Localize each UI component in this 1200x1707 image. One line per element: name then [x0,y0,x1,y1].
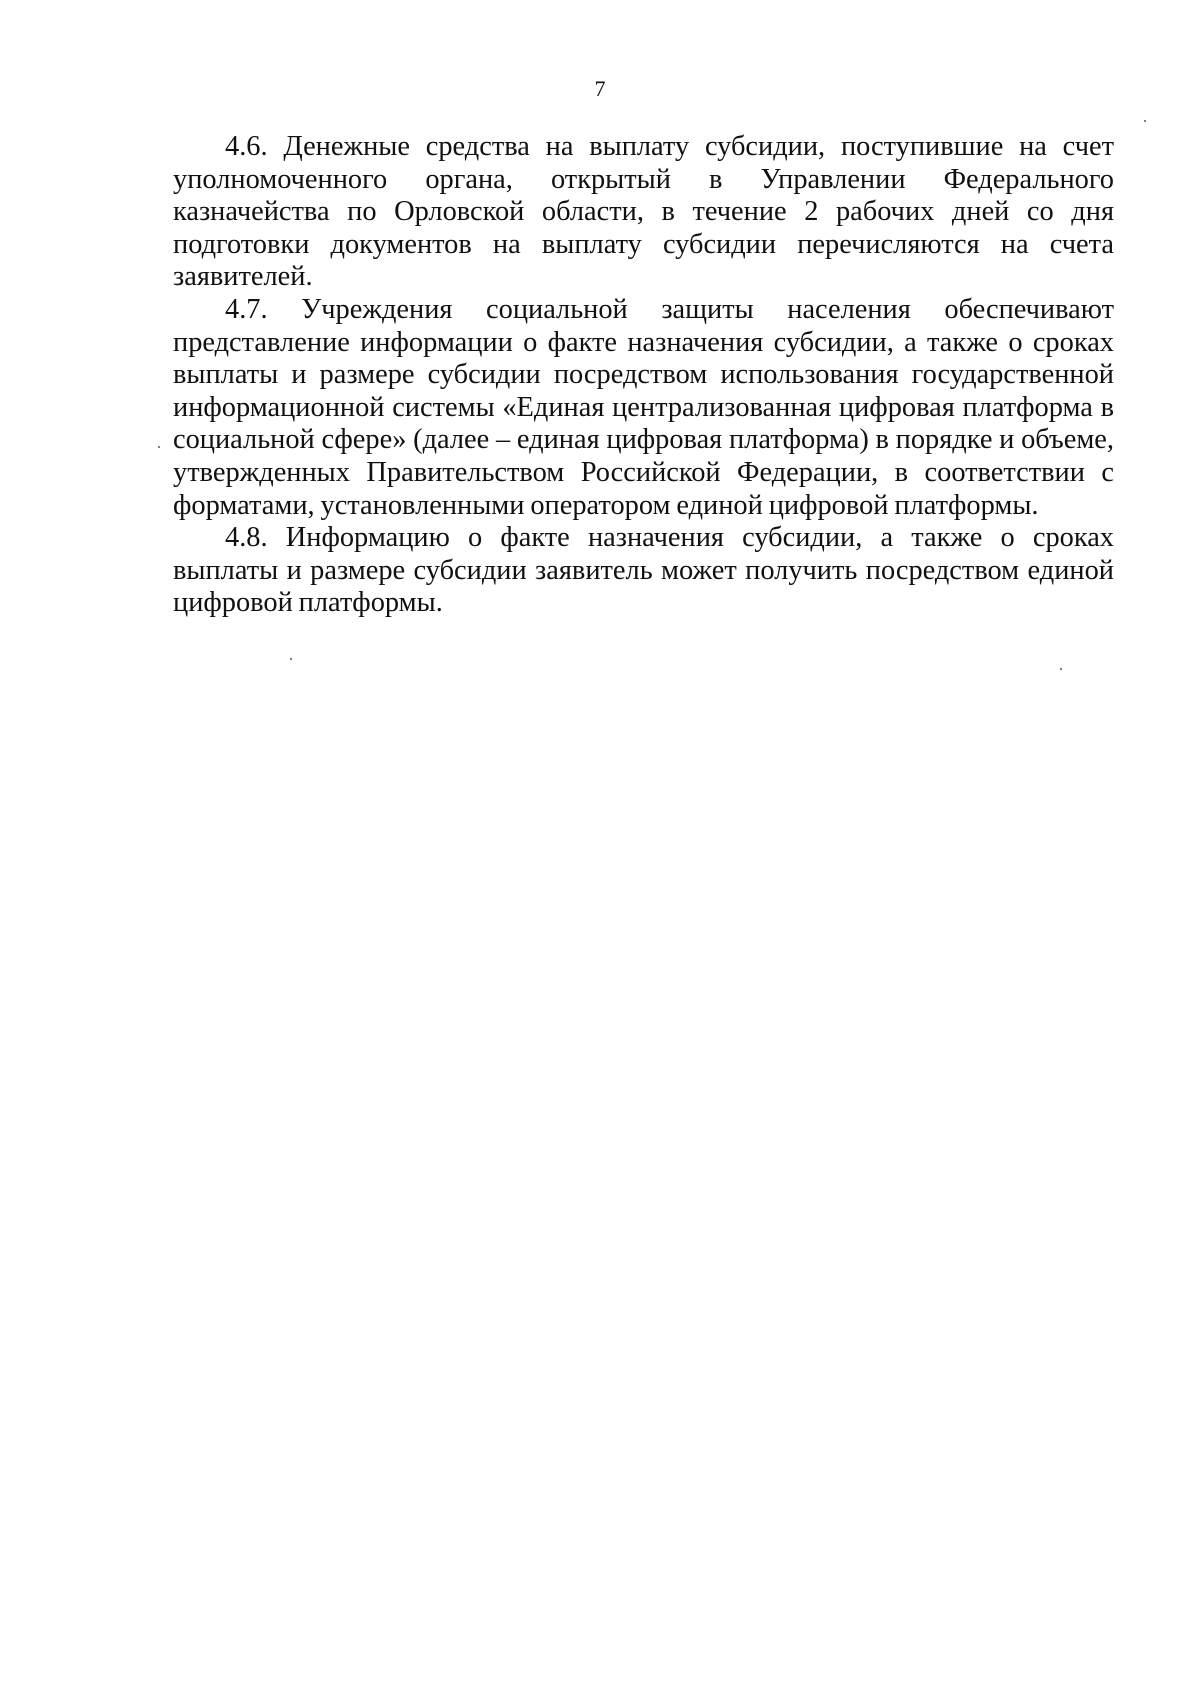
paragraph-4-8: 4.8. Информацию о факте назначения субсидии, а также о сроках выплаты и размере субсидии заявитель может получить посредством единой цифровой платформы. [173,522,1114,619]
scan-speck [1144,120,1146,122]
scan-speck [158,446,160,448]
scan-speck [1060,668,1062,670]
document-body [173,131,1114,620]
scan-speck [290,658,292,660]
paragraph-4-6: 4.6. Денежные средства на выплату субсидии, поступившие на счет уполномоченного органа, открытый в Управлении Федерального казначейства по Орловской области, в течение 2 рабочих дней со дня подготовки документов на выплату субсидии перечисляются на счета заявителей. [173,131,1114,293]
page-number: 7 [594,76,606,101]
paragraph-4-7: 4.7. Учреждения социальной защиты населения обеспечивают представление информации о факте назначения субсидии, а также о сроках выплаты и размере субсидии посредством использования государственной информационной системы «Единая централизованная цифровая платформа в социальной сфере» (далее – единая цифровая платформа) в порядке и объеме, утвержденных Правительством Российской Федерации, в соответствии с форматами, установленными оператором единой цифровой платформы. [173,293,1114,521]
